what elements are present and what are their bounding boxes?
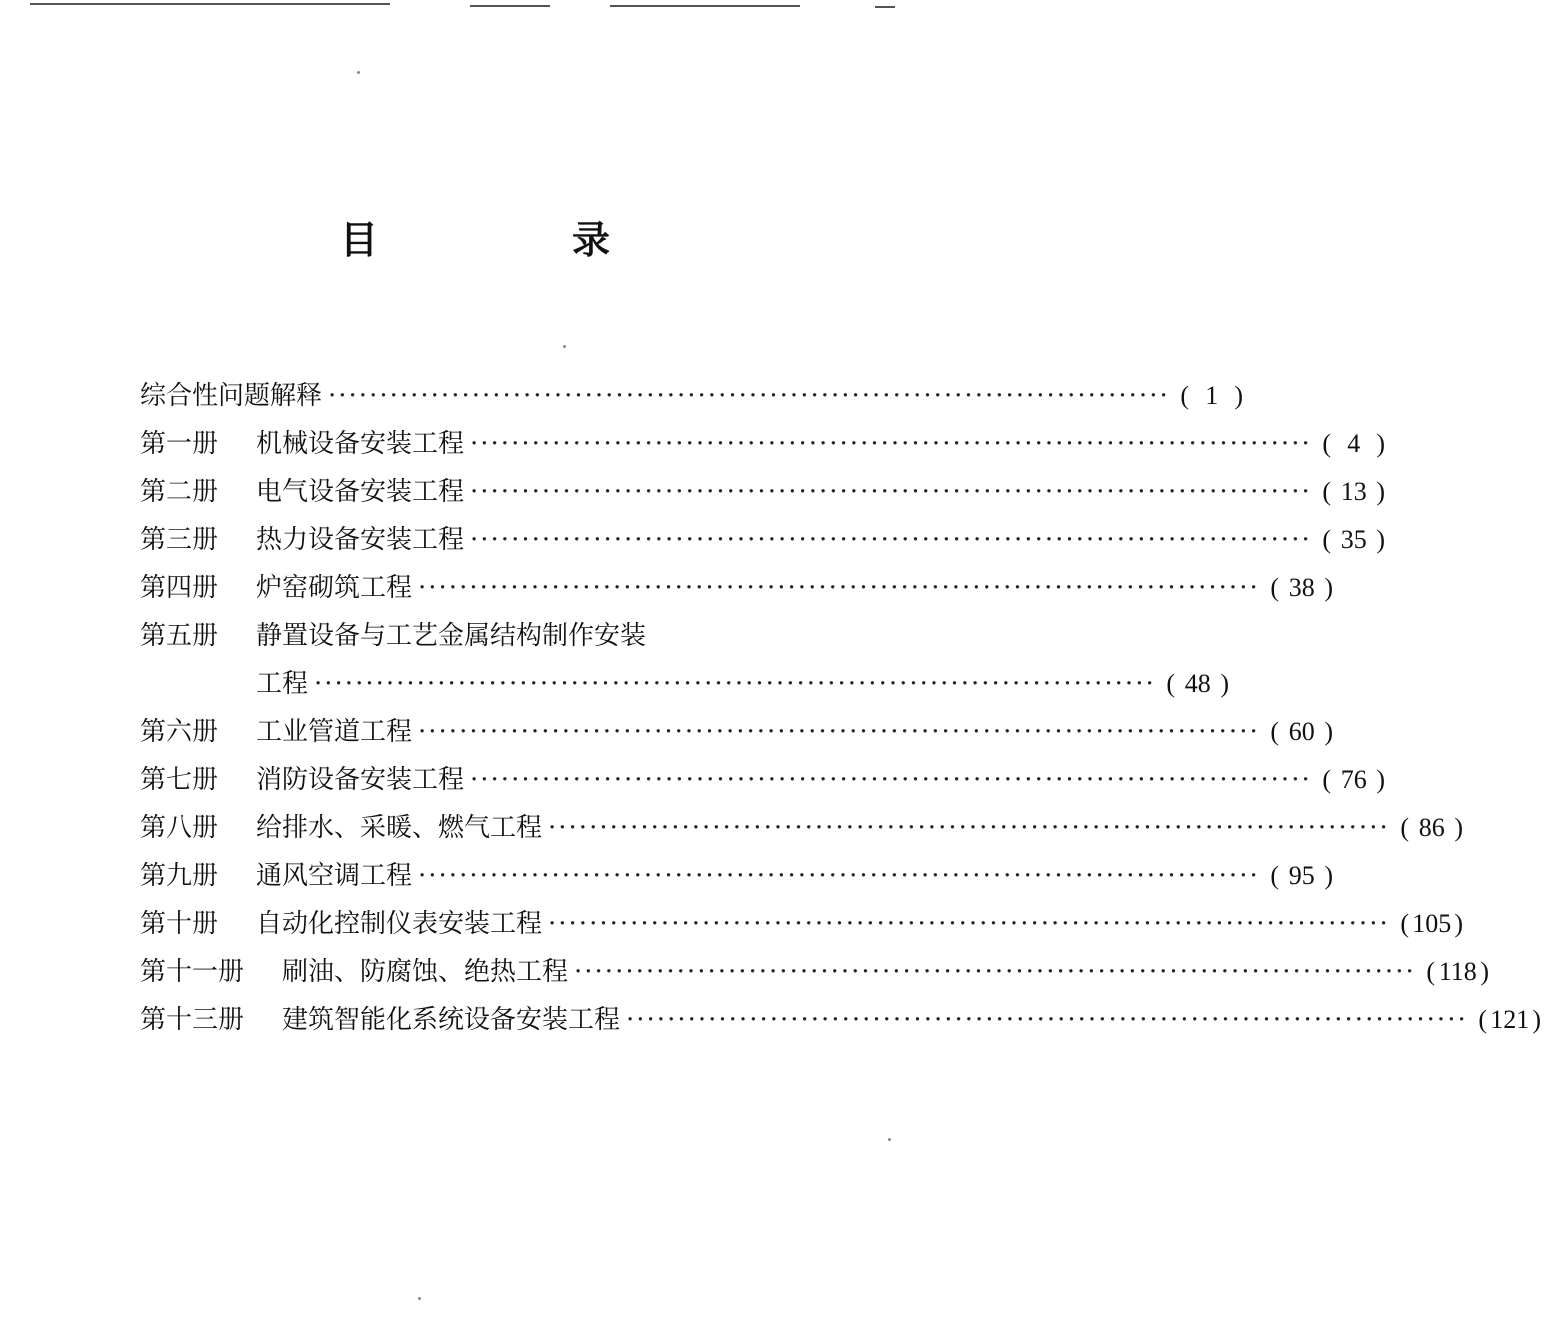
toc-entry-title: 热力设备安装工程 (256, 525, 465, 555)
toc-entry[interactable] (140, 612, 835, 660)
toc-entry-title: 建筑智能化系统设备安装工程 (282, 1005, 621, 1035)
toc-entry-title: 电气设备安装工程 (256, 477, 465, 507)
toc-entry-title: 炉窑砌筑工程 (256, 573, 413, 603)
dot-leader: ·················································································· (574, 957, 1416, 987)
toc-entry[interactable] (140, 708, 1334, 756)
toc-entry-title: 综合性问题解释 (140, 381, 323, 411)
scan-speck (888, 1138, 891, 1141)
toc-entry-page: ( 105 ) (1400, 909, 1464, 938)
toc-entry-volume: 第一册 (140, 429, 219, 459)
toc-entry-page: ( 121 ) (1478, 1005, 1542, 1034)
toc-entry-page: ( 4 ) (1322, 429, 1386, 458)
toc-entry-title: 通风空调工程 (256, 861, 413, 891)
dot-leader: ·················································································· (314, 669, 1156, 699)
dot-leader: ·················································································· (626, 1005, 1468, 1035)
scan-speck (563, 345, 566, 348)
toc-entry-page: ( 48 ) (1166, 669, 1230, 698)
toc-entry-page: ( 95 ) (1270, 861, 1334, 890)
table-of-contents (140, 372, 1542, 1044)
toc-entry-volume: 第六册 (140, 717, 219, 747)
toc-entry[interactable] (140, 564, 1334, 612)
toc-entry-title: 静置设备与工艺金属结构制作安装 (256, 621, 647, 651)
toc-entry-volume: 第八册 (140, 813, 219, 843)
scan-edge-artifact (0, 0, 950, 14)
toc-entry-title: 机械设备安装工程 (256, 429, 465, 459)
toc-entry-title: 刷油、防腐蚀、绝热工程 (282, 957, 569, 987)
toc-entry-page: ( 13 ) (1322, 477, 1386, 506)
toc-entry[interactable] (140, 852, 1334, 900)
dot-leader: ·················································································· (418, 573, 1260, 603)
toc-entry-title: 消防设备安装工程 (256, 765, 465, 795)
toc-entry-title: 工业管道工程 (256, 717, 413, 747)
dot-leader: ·················································································· (548, 909, 1390, 939)
dot-leader: ·················································································· (328, 381, 1170, 411)
toc-entry-continuation[interactable] (140, 660, 1230, 708)
scan-speck (418, 1297, 421, 1300)
toc-entry-volume: 第九册 (140, 861, 219, 891)
toc-entry-page: ( 1 ) (1180, 381, 1244, 410)
toc-entry-volume: 第五册 (140, 621, 219, 651)
dot-leader: ·················································································· (470, 765, 1312, 795)
toc-entry-volume: 第七册 (140, 765, 219, 795)
dot-leader: ·················································································· (470, 525, 1312, 555)
toc-entry[interactable] (140, 756, 1386, 804)
toc-entry-page: ( 38 ) (1270, 573, 1334, 602)
toc-entry[interactable] (140, 516, 1386, 564)
page-title: 目 录 (339, 217, 688, 262)
toc-entry-volume: 第二册 (140, 477, 219, 507)
toc-entry-volume: 第十三册 (140, 1005, 245, 1035)
toc-entry-page: ( 86 ) (1400, 813, 1464, 842)
dot-leader: ·················································································· (548, 813, 1390, 843)
toc-entry[interactable] (140, 804, 1464, 852)
toc-entry[interactable] (140, 900, 1464, 948)
toc-entry[interactable] (140, 996, 1542, 1044)
toc-entry-page: ( 60 ) (1270, 717, 1334, 746)
toc-entry-volume: 第四册 (140, 573, 219, 603)
toc-entry-title-continued: 工程 (256, 669, 309, 699)
dot-leader: ·················································································· (418, 861, 1260, 891)
toc-entry[interactable] (140, 420, 1386, 468)
toc-entry-page: ( 76 ) (1322, 765, 1386, 794)
toc-entry-page: ( 118 ) (1426, 957, 1490, 986)
toc-entry-title: 自动化控制仪表安装工程 (256, 909, 543, 939)
toc-entry[interactable] (140, 468, 1386, 516)
toc-entry-volume: 第十册 (140, 909, 219, 939)
dot-leader: ·················································································· (470, 429, 1312, 459)
dot-leader: ·················································································· (470, 477, 1312, 507)
toc-entry[interactable] (140, 948, 1490, 996)
toc-entry[interactable] (140, 372, 1244, 420)
toc-entry-title: 给排水、采暖、燃气工程 (256, 813, 543, 843)
toc-entry-volume: 第十一册 (140, 957, 245, 987)
toc-entry-volume: 第三册 (140, 525, 219, 555)
dot-leader: ·················································································· (418, 717, 1260, 747)
scan-speck (357, 71, 360, 74)
toc-entry-page: ( 35 ) (1322, 525, 1386, 554)
